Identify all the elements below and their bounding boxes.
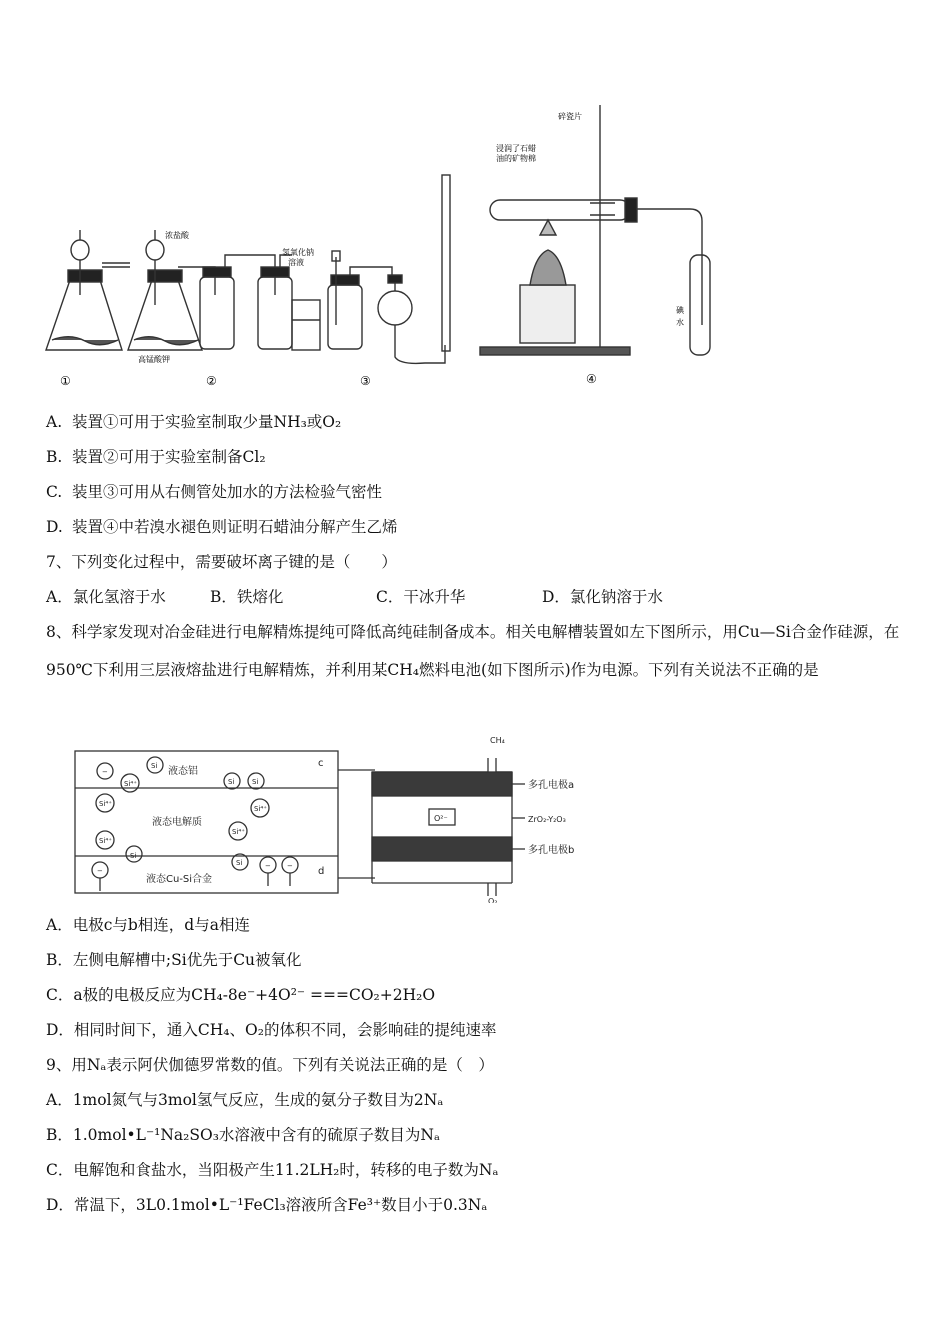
label-minus-1: − — [102, 768, 108, 776]
label-wool-2: 油的矿物棉 — [496, 154, 536, 163]
q9-option-a: A．1mol氮气与3mol氢气反应，生成的氨分子数目为2Nₐ — [46, 1091, 444, 1109]
label-si-2: Si — [228, 778, 235, 786]
label-electrode-a: 多孔电极a — [528, 780, 575, 791]
label-si4-4: Si⁴⁺ — [99, 837, 112, 845]
label-num-3: ③ — [360, 374, 371, 388]
apparatus-3 — [328, 175, 450, 363]
label-liquid-al: 液态铝 — [168, 766, 198, 777]
q9-option-d: D．常温下，3L0.1mol•L⁻¹FeCl₃溶液所含Fe³⁺数目小于0.3Nₐ — [46, 1196, 488, 1214]
q7-option-c: C．干冰升华 — [376, 588, 466, 606]
label-o2: O₂ — [488, 897, 498, 903]
label-si4-2: Si⁴⁺ — [99, 800, 112, 808]
label-zro2: ZrO₂-Y₂O₃ — [528, 815, 566, 824]
label-si-1: Si — [151, 762, 158, 770]
label-minus-2: − — [97, 867, 103, 875]
q9-option-b: B．1.0mol•L⁻¹Na₂SO₃水溶液中含有的硫原子数目为Nₐ — [46, 1126, 440, 1144]
q6-option-b: B. — [46, 448, 63, 466]
q8-option-a: A．电极c与b相连，d与a相连 — [46, 916, 250, 934]
label-minus-3: − — [265, 862, 271, 870]
q8-option-b: B．左侧电解槽中;Si优先于Cu被氧化 — [46, 951, 302, 969]
label-electrolyte: 液态电解质 — [152, 817, 202, 828]
label-num-1: ① — [60, 374, 71, 388]
label-c: c — [318, 758, 324, 769]
label-d: d — [318, 866, 325, 877]
label-iodine-1: 碘 — [676, 306, 684, 315]
q6-option-d: D. — [46, 518, 63, 536]
q6-option-b-text: 装置②可用于实验室制备Cl₂ — [72, 448, 266, 466]
q6-option-a: A. — [46, 413, 63, 431]
label-kmno4: 高锰酸钾 — [138, 355, 170, 364]
q7-stem: 7、下列变化过程中，需要破坏离子键的是（ ） — [46, 553, 397, 571]
q7-option-b: B．铁熔化 — [210, 588, 284, 606]
apparatus-1 — [46, 230, 130, 350]
apparatus-figure — [30, 95, 730, 395]
q8-option-d: D．相同时间下，通入CH₄、O₂的体积不同，会影响硅的提纯速率 — [46, 1021, 497, 1039]
label-ch4: CH₄ — [490, 736, 505, 745]
q9-stem: 9、用Nₐ表示阿伏伽德罗常数的值。下列有关说法正确的是（ ） — [46, 1056, 494, 1074]
label-minus-4: − — [287, 862, 293, 870]
q6-option-c-text: 装里③可用从右侧管处加水的方法检验气密性 — [72, 483, 383, 501]
label-num-4: ④ — [586, 372, 597, 386]
label-conc-hcl: 浓盐酸 — [165, 231, 189, 240]
label-si4-1: Si⁴⁺ — [124, 780, 137, 788]
label-naoh: 氢氧化钠 — [282, 248, 314, 257]
label-si4-3: Si⁴⁺ — [254, 805, 267, 813]
q8-stem: 8、科学家发现对冶金硅进行电解精炼提纯可降低高纯硅制备成本。相关电解槽装置如左下图所示，用Cu—Si合金作硅源，在950℃下利用三层液熔盐进行电解精炼，并利用某CH₄燃料电池(如下图所示)作为电源。下列有关说法不正确的是 — [46, 623, 900, 679]
q6-option-c: C. — [46, 483, 63, 501]
q8-option-c: C．a极的电极反应为CH₄-8e⁻+4O²⁻ ===CO₂+2H₂O — [46, 986, 436, 1004]
label-num-2: ② — [206, 374, 217, 388]
q7-option-a: A．氯化氢溶于水 — [46, 588, 166, 606]
label-cusi: 液态Cu-Si合金 — [146, 874, 213, 885]
q9-option-c: C．电解饱和食盐水，当阳极产生11.2LH₂时，转移的电子数为Nₐ — [46, 1161, 499, 1179]
label-solution: 溶液 — [288, 258, 304, 267]
label-electrode-b: 多孔电极b — [528, 845, 575, 856]
q7-option-d: D．氯化钠溶于水 — [542, 588, 663, 606]
label-si-5: Si — [236, 859, 243, 867]
label-wool-1: 浸润了石蜡 — [496, 144, 536, 153]
label-porcelain: 碎瓷片 — [558, 112, 582, 121]
label-si4-5: Si⁴⁺ — [232, 828, 245, 836]
label-si-3: Si — [252, 778, 259, 786]
label-si-4: Si — [130, 852, 137, 860]
label-iodine-2: 水 — [676, 318, 684, 327]
q6-option-d-text: 装置④中若溴水褪色则证明石蜡油分解产生乙烯 — [72, 518, 398, 536]
electrolysis-figure — [70, 728, 610, 903]
q6-option-a-text: 装置①可用于实验室制取少量NH₃或O₂ — [72, 413, 342, 431]
label-o2-ion: O²⁻ — [434, 814, 448, 823]
